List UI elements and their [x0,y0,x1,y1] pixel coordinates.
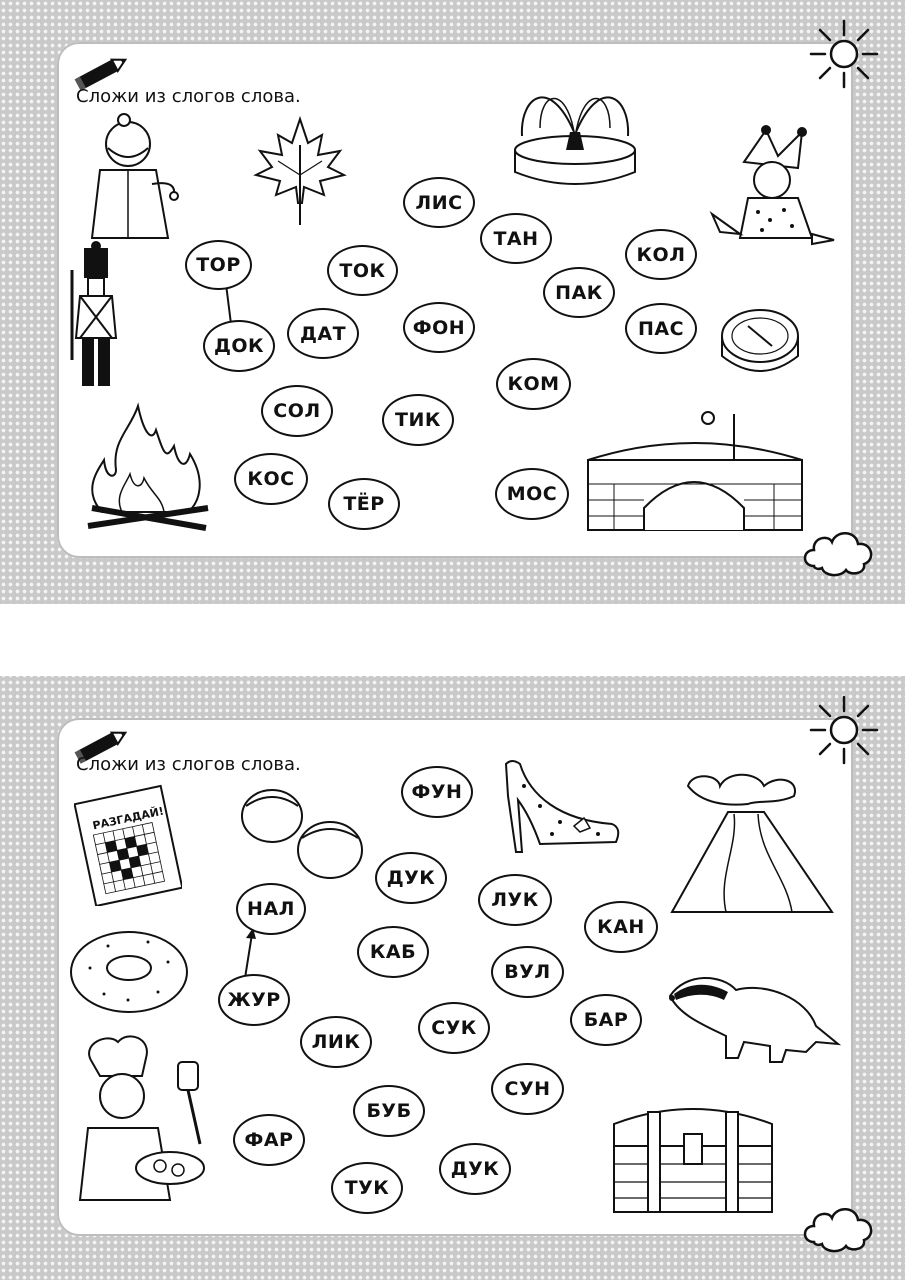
fountain-picture [510,76,640,188]
sheet-separator [0,604,905,676]
syllable-bubble: СУН [491,1063,564,1115]
badger-picture [666,966,840,1064]
newspaper-picture [74,782,182,906]
syllable-bubble: ТОК [327,245,398,296]
newspaper-heading: РАЗГАДАЙ! [91,804,166,833]
syllable-bubble: ТАН [480,213,552,264]
syllable-bubble: ПАК [543,267,615,318]
syllable-bubble: КОМ [496,358,571,410]
syllable-bubble: КАН [584,901,658,953]
syllable-bubble: ЖУР [218,974,290,1026]
treasure-chest-picture [608,1094,778,1216]
syllable-bubble: ТУК [331,1162,403,1214]
cloud-icon [800,522,878,578]
soldier-picture [64,240,130,390]
instruction-text: Сложи из слогов слова. [76,86,301,107]
bagel-picture [68,928,190,1016]
syllable-bubble: ФОН [403,302,475,353]
syllable-bubble: ФАР [233,1114,305,1166]
sun-icon [808,694,880,766]
syllable-bubble: ПАС [625,303,697,354]
instruction-text: Сложи из слогов слова. [76,754,301,775]
syllable-bubble: КАБ [357,926,429,978]
syllable-bubble: ТОР [185,240,252,290]
high-heel-shoe-picture [500,756,624,856]
syllable-bubble: ДУК [375,852,447,904]
syllable-bubble: ТИК [382,394,454,446]
cloud-icon [800,1198,878,1254]
syllable-bubble: ЛУК [478,874,552,926]
syllable-bubble: ТЁР [328,478,400,530]
jester-picture [706,122,836,252]
volcano-picture [668,766,836,916]
syllable-bubble: ЛИК [300,1016,372,1068]
maple-leaf-picture [252,115,348,227]
syllable-bubble: ДУК [439,1143,511,1195]
sun-icon [808,18,880,90]
arrow-up-icon [240,928,260,980]
doctor-picture [86,110,186,240]
syllable-bubble: ЛИС [403,177,475,228]
syllable-bubble: СУК [418,1002,490,1054]
syllable-bubble: ФУН [401,766,473,818]
syllable-bubble: КОЛ [625,229,697,280]
syllable-bubble: ВУЛ [491,946,564,998]
syllable-bubble: БАР [570,994,642,1046]
syllable-bubble: НАЛ [236,883,306,935]
chef-picture [78,1032,220,1202]
hazelnuts-picture [238,782,368,884]
bridge-picture [584,404,806,542]
syllable-bubble: КОС [234,453,308,505]
syllable-bubble: ДОК [203,320,275,372]
syllable-bubble: БУБ [353,1085,425,1137]
syllable-bubble: СОЛ [261,385,333,437]
campfire-picture [82,400,214,540]
syllable-bubble: ДАТ [287,308,359,359]
syllable-bubble: МОС [495,468,569,520]
compass-picture [718,302,802,386]
